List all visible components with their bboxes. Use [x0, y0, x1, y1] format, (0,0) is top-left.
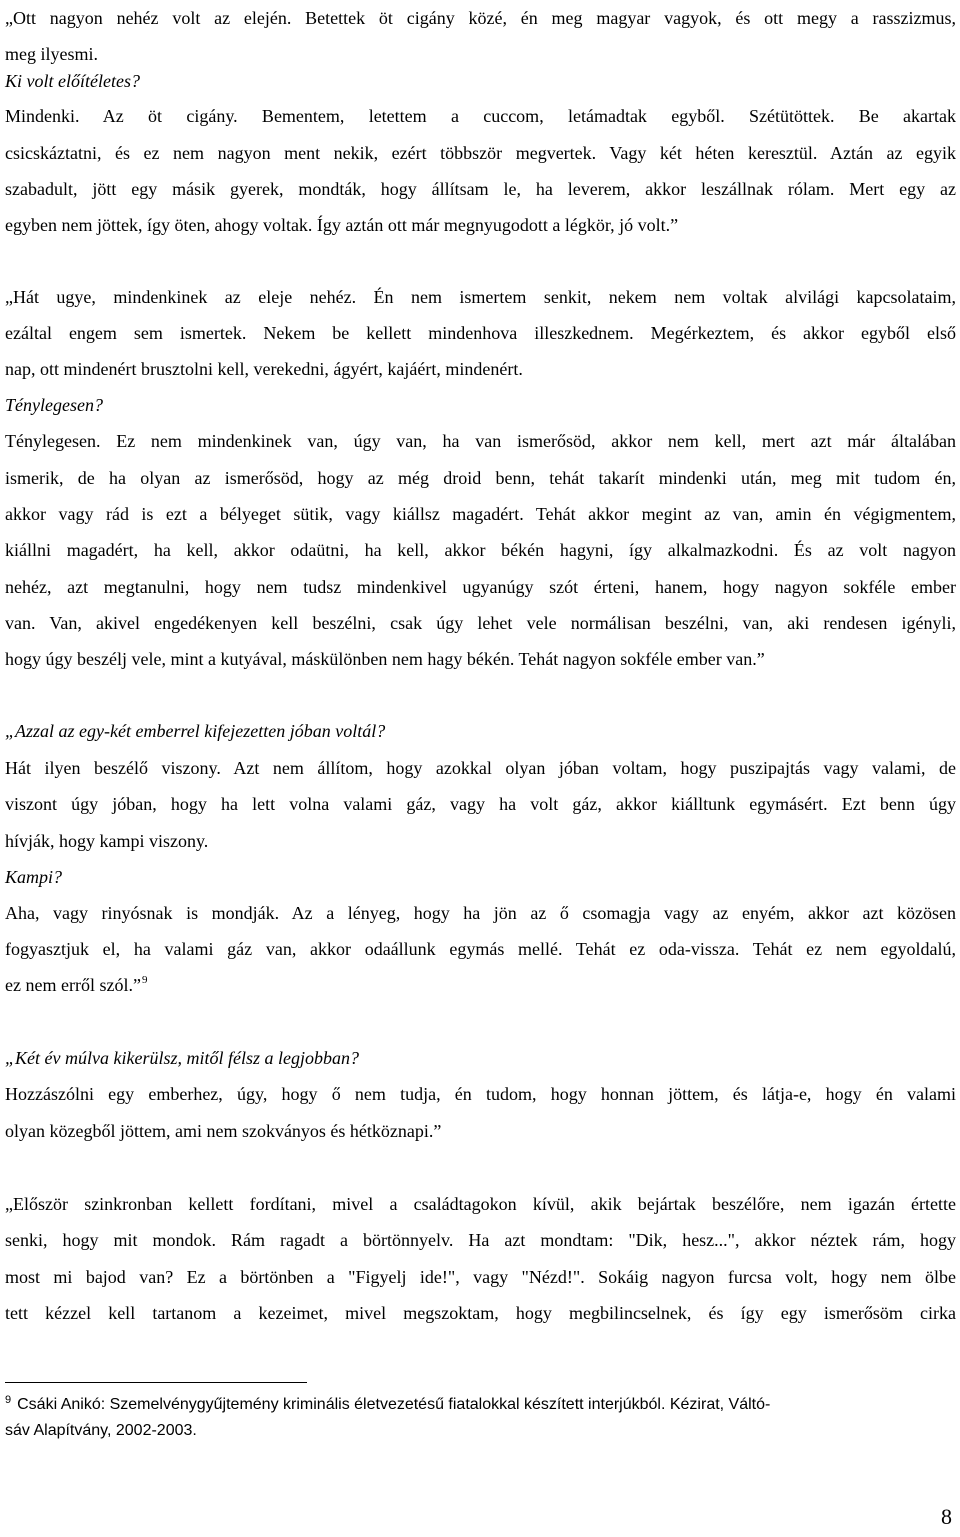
text-line: ezáltal engem sem ismertek. Nekem be kellett mindenhova illeszkednem. Megérkeztem, és akkor egyből első: [5, 323, 956, 343]
text-line: senki, hogy mit mondok. Rám ragadt a börtönnyelv. Ha azt mondtam: "Dik, hesz...", akkor néztek rám, hogy: [5, 1230, 956, 1250]
text-line: meg ilyesmi.: [5, 44, 98, 64]
page-number: 8: [941, 1504, 952, 1529]
text-line: Hozzászólni egy emberhez, úgy, hogy ő nem tudja, én tudom, hogy honnan jöttem, és látja-e, hogy én valami: [5, 1084, 956, 1104]
text-line: „Először szinkronban kellett fordítani, mivel a családtagokon kívül, akik bejártak beszélőre, nem igazán értette: [5, 1194, 956, 1214]
footnote-line: sáv Alapítvány, 2002-2003.: [5, 1422, 197, 1439]
text-line: hívják, hogy kampi viszony.: [5, 831, 209, 851]
text-line: „Ott nagyon nehéz volt az elején. Betettek öt cigány közé, én meg magyar vagyok, és ott megy a rasszizmus,: [5, 8, 956, 28]
text-span: ez nem erről szól.”: [5, 975, 141, 995]
text-line: csicskáztatni, és ez nem nagyon ment nekik, ezért többször megvertek. Vagy két héten keresztül. Aztán az egyik: [5, 143, 956, 163]
text-line: tett kézzel kell tartanom a kezeimet, mivel megszoktam, hogy megbilincselnek, és így egy ismerősöm cirka: [5, 1303, 956, 1323]
footnote-line: [5, 1391, 935, 1419]
interviewer-question: Ténylegesen?: [5, 395, 103, 415]
text-line: Mindenki. Az öt cigány. Bementem, letettem a cuccom, letámadtak egyből. Szétütöttek. Be akartak: [5, 106, 956, 126]
text-line: Hát ilyen beszélő viszony. Azt nem állítom, hogy azokkal olyan jóban voltam, hogy puszipajtás vagy valami, de: [5, 758, 956, 778]
text-line: hogy úgy beszélj vele, mint a kutyával, máskülönben nem hagy békén. Tehát nagyon sokféle ember van.”: [5, 649, 765, 669]
footnote-number: 9: [5, 1394, 12, 1406]
text-line: egyben nem jöttek, így öten, ahogy voltak. Így aztán ott már megnyugodott a légkör, jó volt.”: [5, 215, 679, 235]
text-line: „Hát ugye, mindenkinek az eleje nehéz. Én nem ismertem senkit, nekem nem voltak alvilági kapcsolataim,: [5, 287, 956, 307]
text-line: Ténylegesen. Ez nem mindenkinek van, úgy van, ha van ismerősöd, akkor nem kell, mert azt már általában: [5, 431, 956, 451]
footnote-separator: [5, 1382, 307, 1383]
text-line: viszont úgy jóban, hogy ha lett volna valami gáz, vagy ha volt gáz, akkor kiálltunk egymásért. Ezt benn úgy: [5, 794, 956, 814]
text-line: [5, 967, 956, 1003]
footnote-text: Csáki Anikó: Szemelvénygyűjtemény kriminális életvezetésű fiatalokkal készített interjúkból. Kézirat, Váltó-: [17, 1396, 771, 1413]
text-line: olyan közegből jöttem, ami nem szokványos és hétköznapi.”: [5, 1121, 442, 1141]
text-line: fogyasztjuk el, ha valami gáz van, akkor odaállunk egymás mellé. Tehát ez oda-vissza. Tehát ez nem egyoldalú,: [5, 939, 956, 959]
text-line: akkor vagy rád is ezt a bélyeget sütik, vagy kiállsz magadért. Tehát akkor megint az van, amin én végigmentem,: [5, 504, 956, 524]
interviewer-question: Ki volt előítéletes?: [5, 71, 140, 91]
interviewer-question: Kampi?: [5, 867, 63, 887]
text-line: ismerik, de ha olyan az ismerősöd, hogy az még droid benn, tehát takarít mindenki után, meg mit tudom én,: [5, 468, 956, 488]
text-line: nehéz, azt megtanulni, hogy nem tudsz mindenkivel ugyanúgy szót érteni, hanem, hogy nagyon sokféle ember: [5, 577, 956, 597]
text-line: nap, ott mindenért brusztolni kell, verekedni, ágyért, kajáért, mindenért.: [5, 359, 523, 379]
interviewer-question: „Két év múlva kikerülsz, mitől félsz a legjobban?: [5, 1048, 359, 1068]
footnote-reference: 9: [141, 974, 148, 986]
text-line: most mi bajod van? Ez a börtönben a "Figyelj ide!", vagy "Nézd!". Sokáig nagyon furcsa volt, hogy nem ölbe: [5, 1267, 956, 1287]
interviewer-question: „Azzal az egy-két emberrel kifejezetten jóban voltál?: [5, 721, 386, 741]
text-line: Aha, vagy rinyósnak is mondják. Az a lényeg, hogy ha jön az ő csomagja vagy az enyém, akkor azt közösen: [5, 903, 956, 923]
text-line: van. Van, akivel engedékenyen kell beszélni, csak úgy lehet vele normálisan beszélni, van, aki rendesen igényli,: [5, 613, 956, 633]
text-line: szabadult, jött egy másik gyerek, mondták, hogy állítsam le, ha leverem, akkor leszállnak rólam. Mert egy az: [5, 179, 956, 199]
text-line: kiállni magadért, ha kell, akkor odaütni, ha kell, akkor békén hagyni, így alkalmazkodni. És az volt nagyon: [5, 540, 956, 560]
